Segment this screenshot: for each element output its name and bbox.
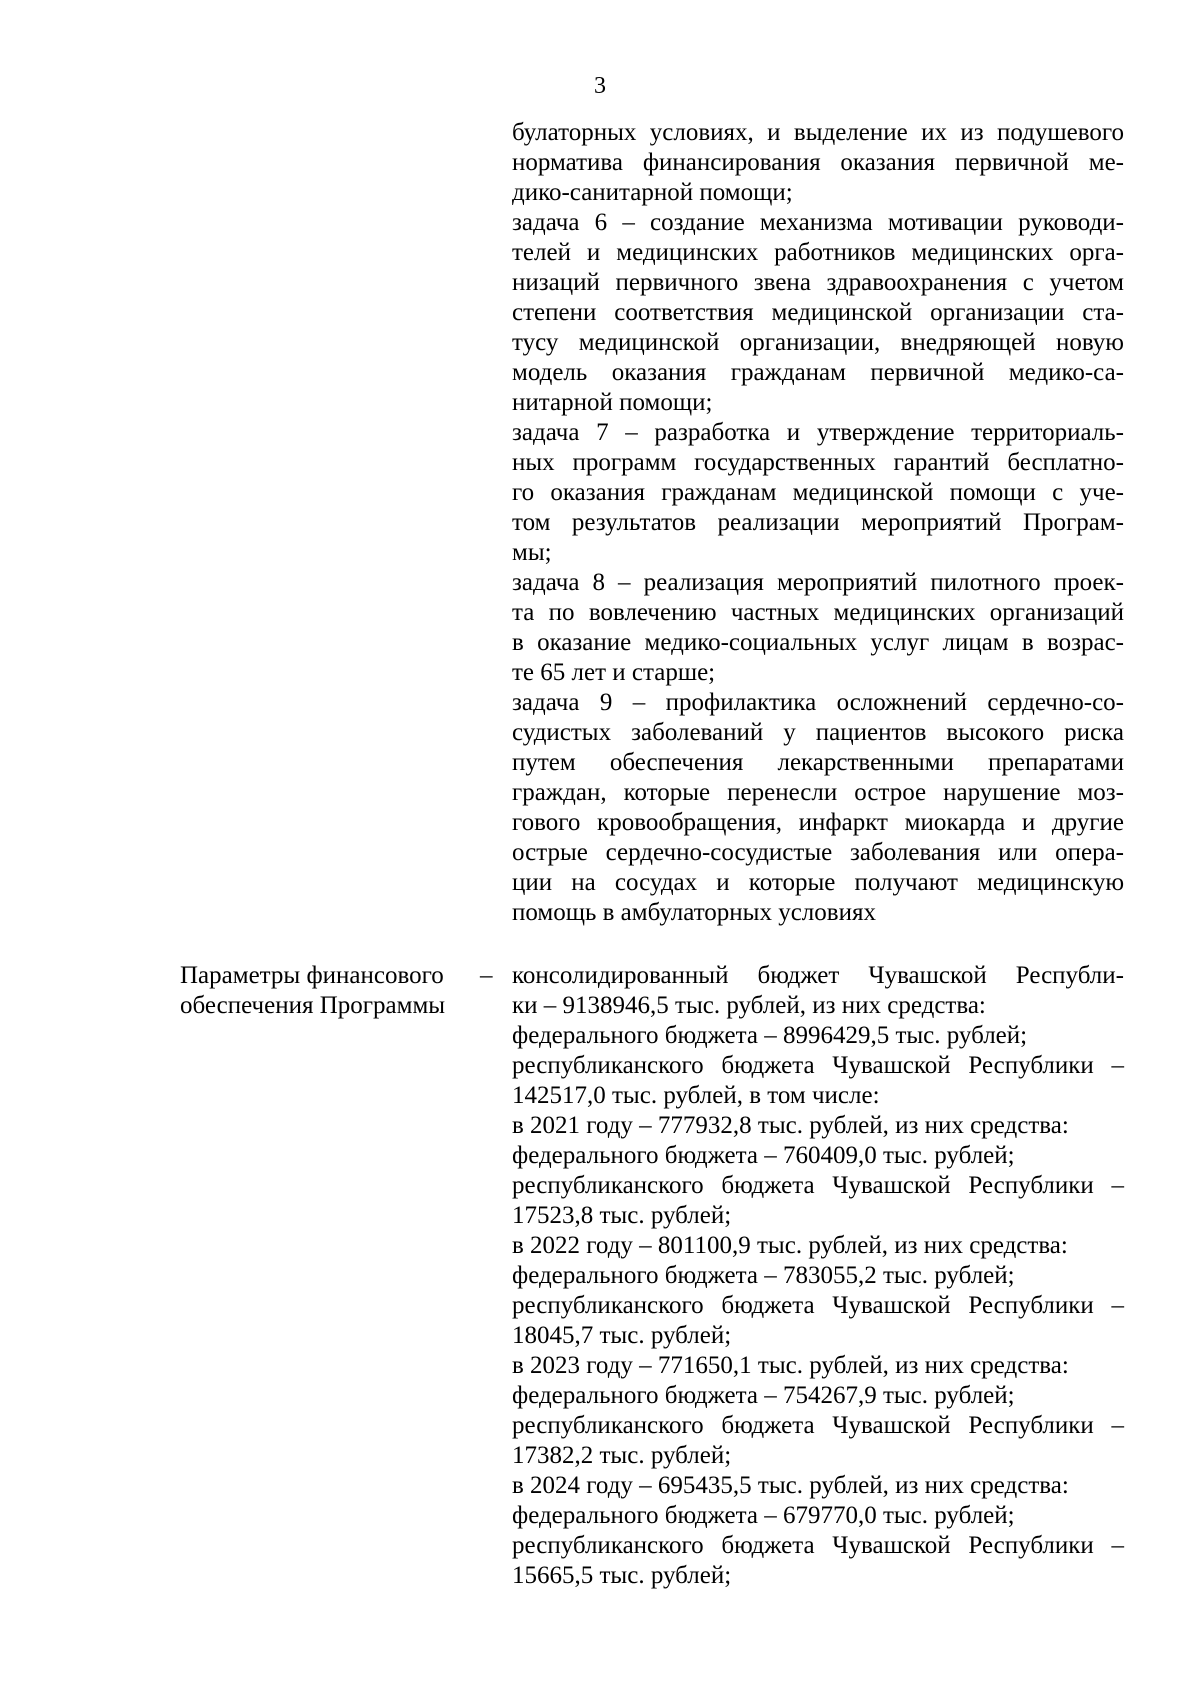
label-dash: – <box>480 962 493 989</box>
text-line: республиканского бюджета Чувашской Республики – <box>512 1172 1124 1199</box>
text-line: мы; <box>512 539 552 566</box>
text-line: норматива финансирования оказания первичной ме- <box>512 149 1124 176</box>
text-line: консолидированный бюджет Чувашской Республи- <box>512 962 1124 989</box>
label-line: обеспечения Программы <box>180 992 446 1019</box>
text-line: 18045,7 тыс. рублей; <box>512 1322 732 1349</box>
text-line: республиканского бюджета Чувашской Республики – <box>512 1052 1124 1079</box>
text-line: республиканского бюджета Чувашской Республики – <box>512 1292 1124 1319</box>
text-line: острые сердечно-сосудистые заболевания или опера- <box>512 839 1124 866</box>
text-line: задача 6 – создание механизма мотивации руководи- <box>512 209 1124 236</box>
text-line: степени соответствия медицинской организации ста- <box>512 299 1124 326</box>
text-line: 15665,5 тыс. рублей; <box>512 1562 732 1589</box>
text-line: гового кровообращения, инфаркт миокарда и другие <box>512 809 1124 836</box>
text-line: ных программ государственных гарантий бесплатно- <box>512 449 1124 476</box>
text-line: федерального бюджета – 8996429,5 тыс. рублей; <box>512 1022 1028 1049</box>
text-line: нитарной помощи; <box>512 389 713 416</box>
text-line: федерального бюджета – 679770,0 тыс. рублей; <box>512 1502 1015 1529</box>
text-line: задача 9 – профилактика осложнений сердечно-со- <box>512 689 1124 716</box>
text-line: го оказания гражданам медицинской помощи с уче- <box>512 479 1124 506</box>
page-number: 3 <box>594 73 606 99</box>
tasks-continuation-block <box>512 118 1124 928</box>
text-line: та по вовлечению частных медицинских организаций <box>512 599 1124 626</box>
text-line: путем обеспечения лекарственными препаратами <box>512 749 1124 776</box>
text-line: в 2024 году – 695435,5 тыс. рублей, из них средства: <box>512 1472 1069 1499</box>
text-line: в 2023 году – 771650,1 тыс. рублей, из них средства: <box>512 1352 1069 1379</box>
label-line: Параметры финансового <box>180 962 444 989</box>
text-line: дико-санитарной помощи; <box>512 179 793 206</box>
text-line: 17382,2 тыс. рублей; <box>512 1442 732 1469</box>
text-line: тусу медицинской организации, внедряющей новую <box>512 329 1124 356</box>
text-line: 142517,0 тыс. рублей, в том числе: <box>512 1082 880 1109</box>
text-line: в оказание медико-социальных услуг лицам в возрас- <box>512 629 1124 656</box>
text-line: задача 8 – реализация мероприятий пилотного проек- <box>512 569 1124 596</box>
text-line: республиканского бюджета Чувашской Республики – <box>512 1532 1124 1559</box>
text-line: судистых заболеваний у пациентов высокого риска <box>512 719 1124 746</box>
text-line: федерального бюджета – 754267,9 тыс. рублей; <box>512 1382 1015 1409</box>
text-line: граждан, которые перенесли острое нарушение моз- <box>512 779 1124 806</box>
text-line: ции на сосудах и которые получают медицинскую <box>512 869 1124 896</box>
text-line: булаторных условиях, и выделение их из подушевого <box>512 119 1124 146</box>
financing-parameters-text <box>512 961 1124 1591</box>
text-line: задача 7 – разработка и утверждение территориаль- <box>512 419 1124 446</box>
text-line: республиканского бюджета Чувашской Республики – <box>512 1412 1124 1439</box>
text-line: телей и медицинских работников медицинских орга- <box>512 239 1124 266</box>
text-line: в 2021 году – 777932,8 тыс. рублей, из них средства: <box>512 1112 1069 1139</box>
text-line: помощь в амбулаторных условиях <box>512 899 876 926</box>
text-line: федерального бюджета – 760409,0 тыс. рублей; <box>512 1142 1015 1169</box>
text-line: федерального бюджета – 783055,2 тыс. рублей; <box>512 1262 1015 1289</box>
text-line: низаций первичного звена здравоохранения с учетом <box>512 269 1124 296</box>
text-line: 17523,8 тыс. рублей; <box>512 1202 732 1229</box>
text-line: те 65 лет и старше; <box>512 659 716 686</box>
financing-parameters-label <box>180 961 480 1021</box>
text-line: в 2022 году – 801100,9 тыс. рублей, из них средства: <box>512 1232 1068 1259</box>
text-line: модель оказания гражданам первичной медико-са- <box>512 359 1124 386</box>
text-line: ки – 9138946,5 тыс. рублей, из них средства: <box>512 992 986 1019</box>
text-line: том результатов реализации мероприятий Програм- <box>512 509 1124 536</box>
